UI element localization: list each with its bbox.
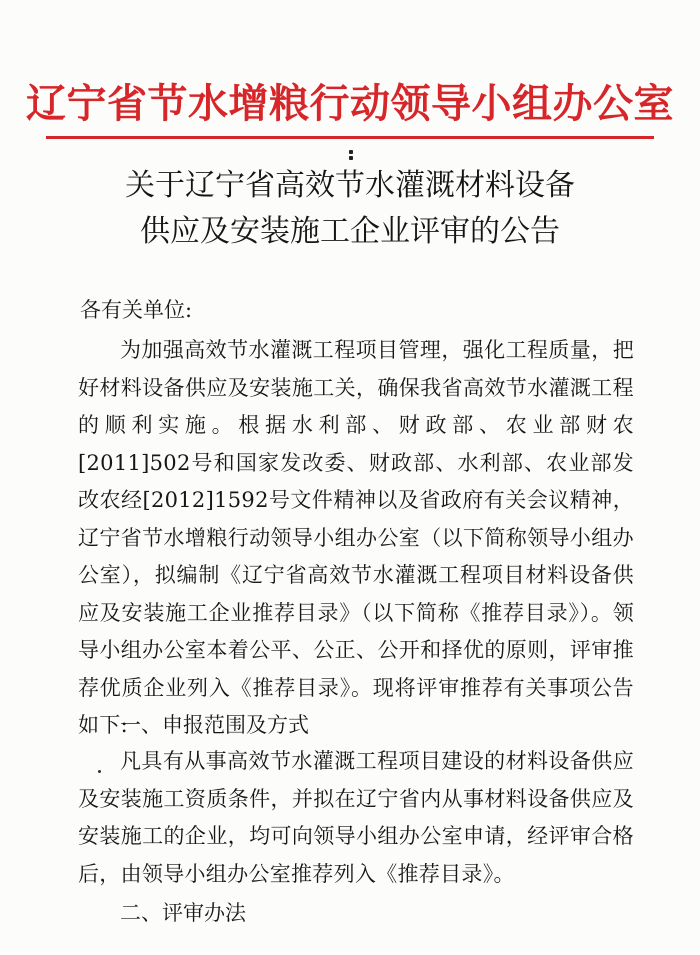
section-1-heading: 一、申报范围及方式 [120, 713, 309, 737]
issuing-office-masthead: 辽宁省节水增粮行动领导小组办公室 [26, 80, 674, 127]
punctuation-mark [349, 150, 353, 164]
section-2-heading: 二、评审办法 [120, 901, 246, 925]
notice-title-line-2: 供应及安装施工企业评审的公告 [140, 214, 560, 249]
salutation: 各有关单位: [80, 298, 193, 322]
red-header-rule [46, 136, 654, 139]
section-1-paragraph: 凡具有从事高效节水灌溉工程项目建设的材料设备供应及安装施工资质条件，并拟在辽宁省内从事材料设备供应及安装施工的企业，均可向领导小组办公室申请，经评审合格后，由领导小组办公室推荐列入《推荐目录》。 [78, 749, 634, 886]
intro-paragraph: 为加强高效节水灌溉工程项目管理，强化工程质量，把好材料设备供应及安装施工关，确保我省高效节水灌溉工程的顺利实施。根据水利部、财政部、农业部财农[2011]502号和国家发改委、财政部、水利部、农业部发改农经[2012]1592号文件精神以及省政府有关会议精神，辽宁省节水增粮行动领导小组办公室（以下简称领导小组办公室），拟编制《辽宁省高效节水灌溉工程项目材料设备供应及安装施工企业推荐目录》（以下简称《推荐目录》）。领导小组办公室本着公平、公正、公开和择优的原则，评审推荐优质企业列入《推荐目录》。现将评审推荐有关事项公告如下: [78, 338, 634, 737]
notice-title-line-1: 关于辽宁省高效节水灌溉材料设备 [125, 168, 575, 203]
